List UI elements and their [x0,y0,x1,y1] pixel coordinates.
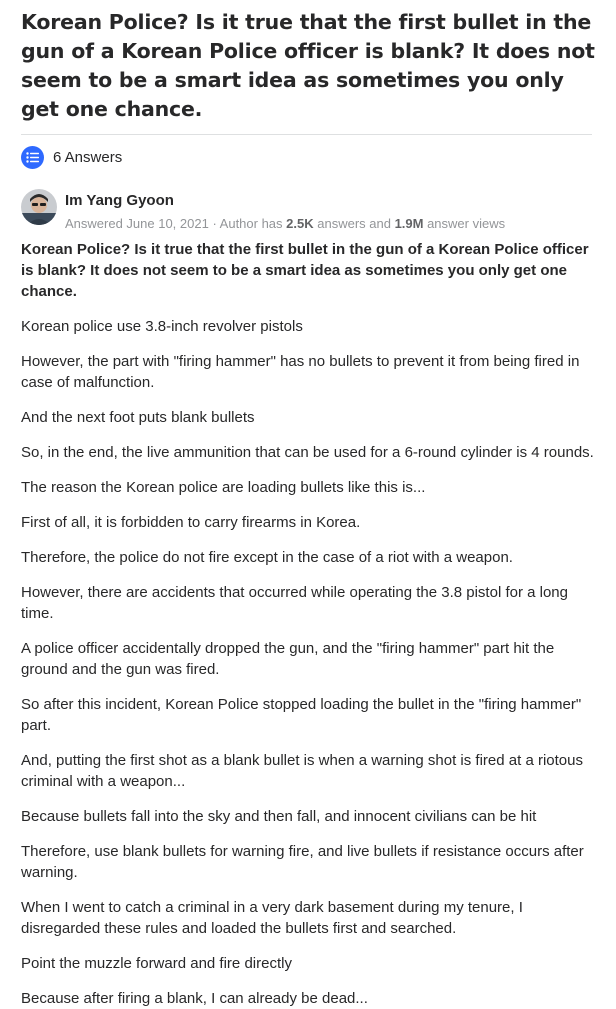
answer-paragraph: Korean police use 3.8-inch revolver pistols [21,318,303,335]
avatar[interactable] [21,189,57,225]
list-icon [21,146,44,169]
answer-card [0,177,616,1009]
answer-paragraph: When I went to catch a criminal in a very dark basement during my tenure, I disregarded these rules and loaded the bullets first and searched. [21,899,523,937]
answer-paragraph: Because after firing a blank, I can already be dead... [21,990,368,1007]
divider [21,134,592,135]
answer-paragraph: Point the muzzle forward and fire directly [21,955,292,972]
answer-paragraph: So, in the end, the live ammunition that can be used for a 6-round cylinder is 4 rounds. [21,444,594,461]
author-row [21,189,604,234]
author-meta [65,214,505,234]
answer-paragraph: And, putting the first shot as a blank bullet is when a warning shot is fired at a riotous criminal with a weapon... [21,752,583,790]
answers-stat-label: answers and [313,216,395,231]
question-title[interactable]: Korean Police? Is it true that the first bullet in the gun of a Korean Police officer is blank? It does not seem to be a smart idea as sometimes you only get one chance. [21,10,595,121]
author-info [65,189,505,234]
views-stat: 1.9M [394,216,424,231]
meta-separator: · Author has [208,216,287,231]
answer-paragraph: Because bullets fall into the sky and then fall, and innocent civilians can be hit [21,808,537,825]
answered-date[interactable]: Answered June 10, 2021 [65,216,209,231]
answer-paragraph: So after this incident, Korean Police stopped loading the bullet in the "firing hammer" part. [21,696,582,734]
answer-paragraph: First of all, it is forbidden to carry firearms in Korea. [21,514,361,531]
answer-paragraph: However, the part with "firing hammer" has no bullets to prevent it from being fired in case of malfunction. [21,353,580,391]
answers-count[interactable]: 6 Answers [53,148,123,166]
views-stat-label: answer views [423,216,506,231]
answer-paragraph: And the next foot puts blank bullets [21,409,255,426]
answer-body [21,316,604,1009]
answer-paragraph: The reason the Korean police are loading bullets like this is... [21,479,426,496]
answer-paragraph: However, there are accidents that occurred while operating the 3.8 pistol for a long time. [21,584,568,622]
author-name[interactable]: Im Yang Gyoon [65,192,174,209]
answer-paragraph: A police officer accidentally dropped the gun, and the "firing hammer" part hit the ground and the gun was fired. [21,640,555,678]
answer-paragraph: Therefore, use blank bullets for warning fire, and live bullets if resistance occurs after warning. [21,843,584,881]
answer-paragraph: Therefore, the police do not fire except in the case of a riot with a weapon. [21,549,513,566]
answers-stat: 2.5K [286,216,314,231]
answer-question-restated: Korean Police? Is it true that the first bullet in the gun of a Korean Police officer is blank? It does not seem to be a smart idea as sometimes you only get one chance. [21,241,589,300]
answers-summary [0,137,616,177]
